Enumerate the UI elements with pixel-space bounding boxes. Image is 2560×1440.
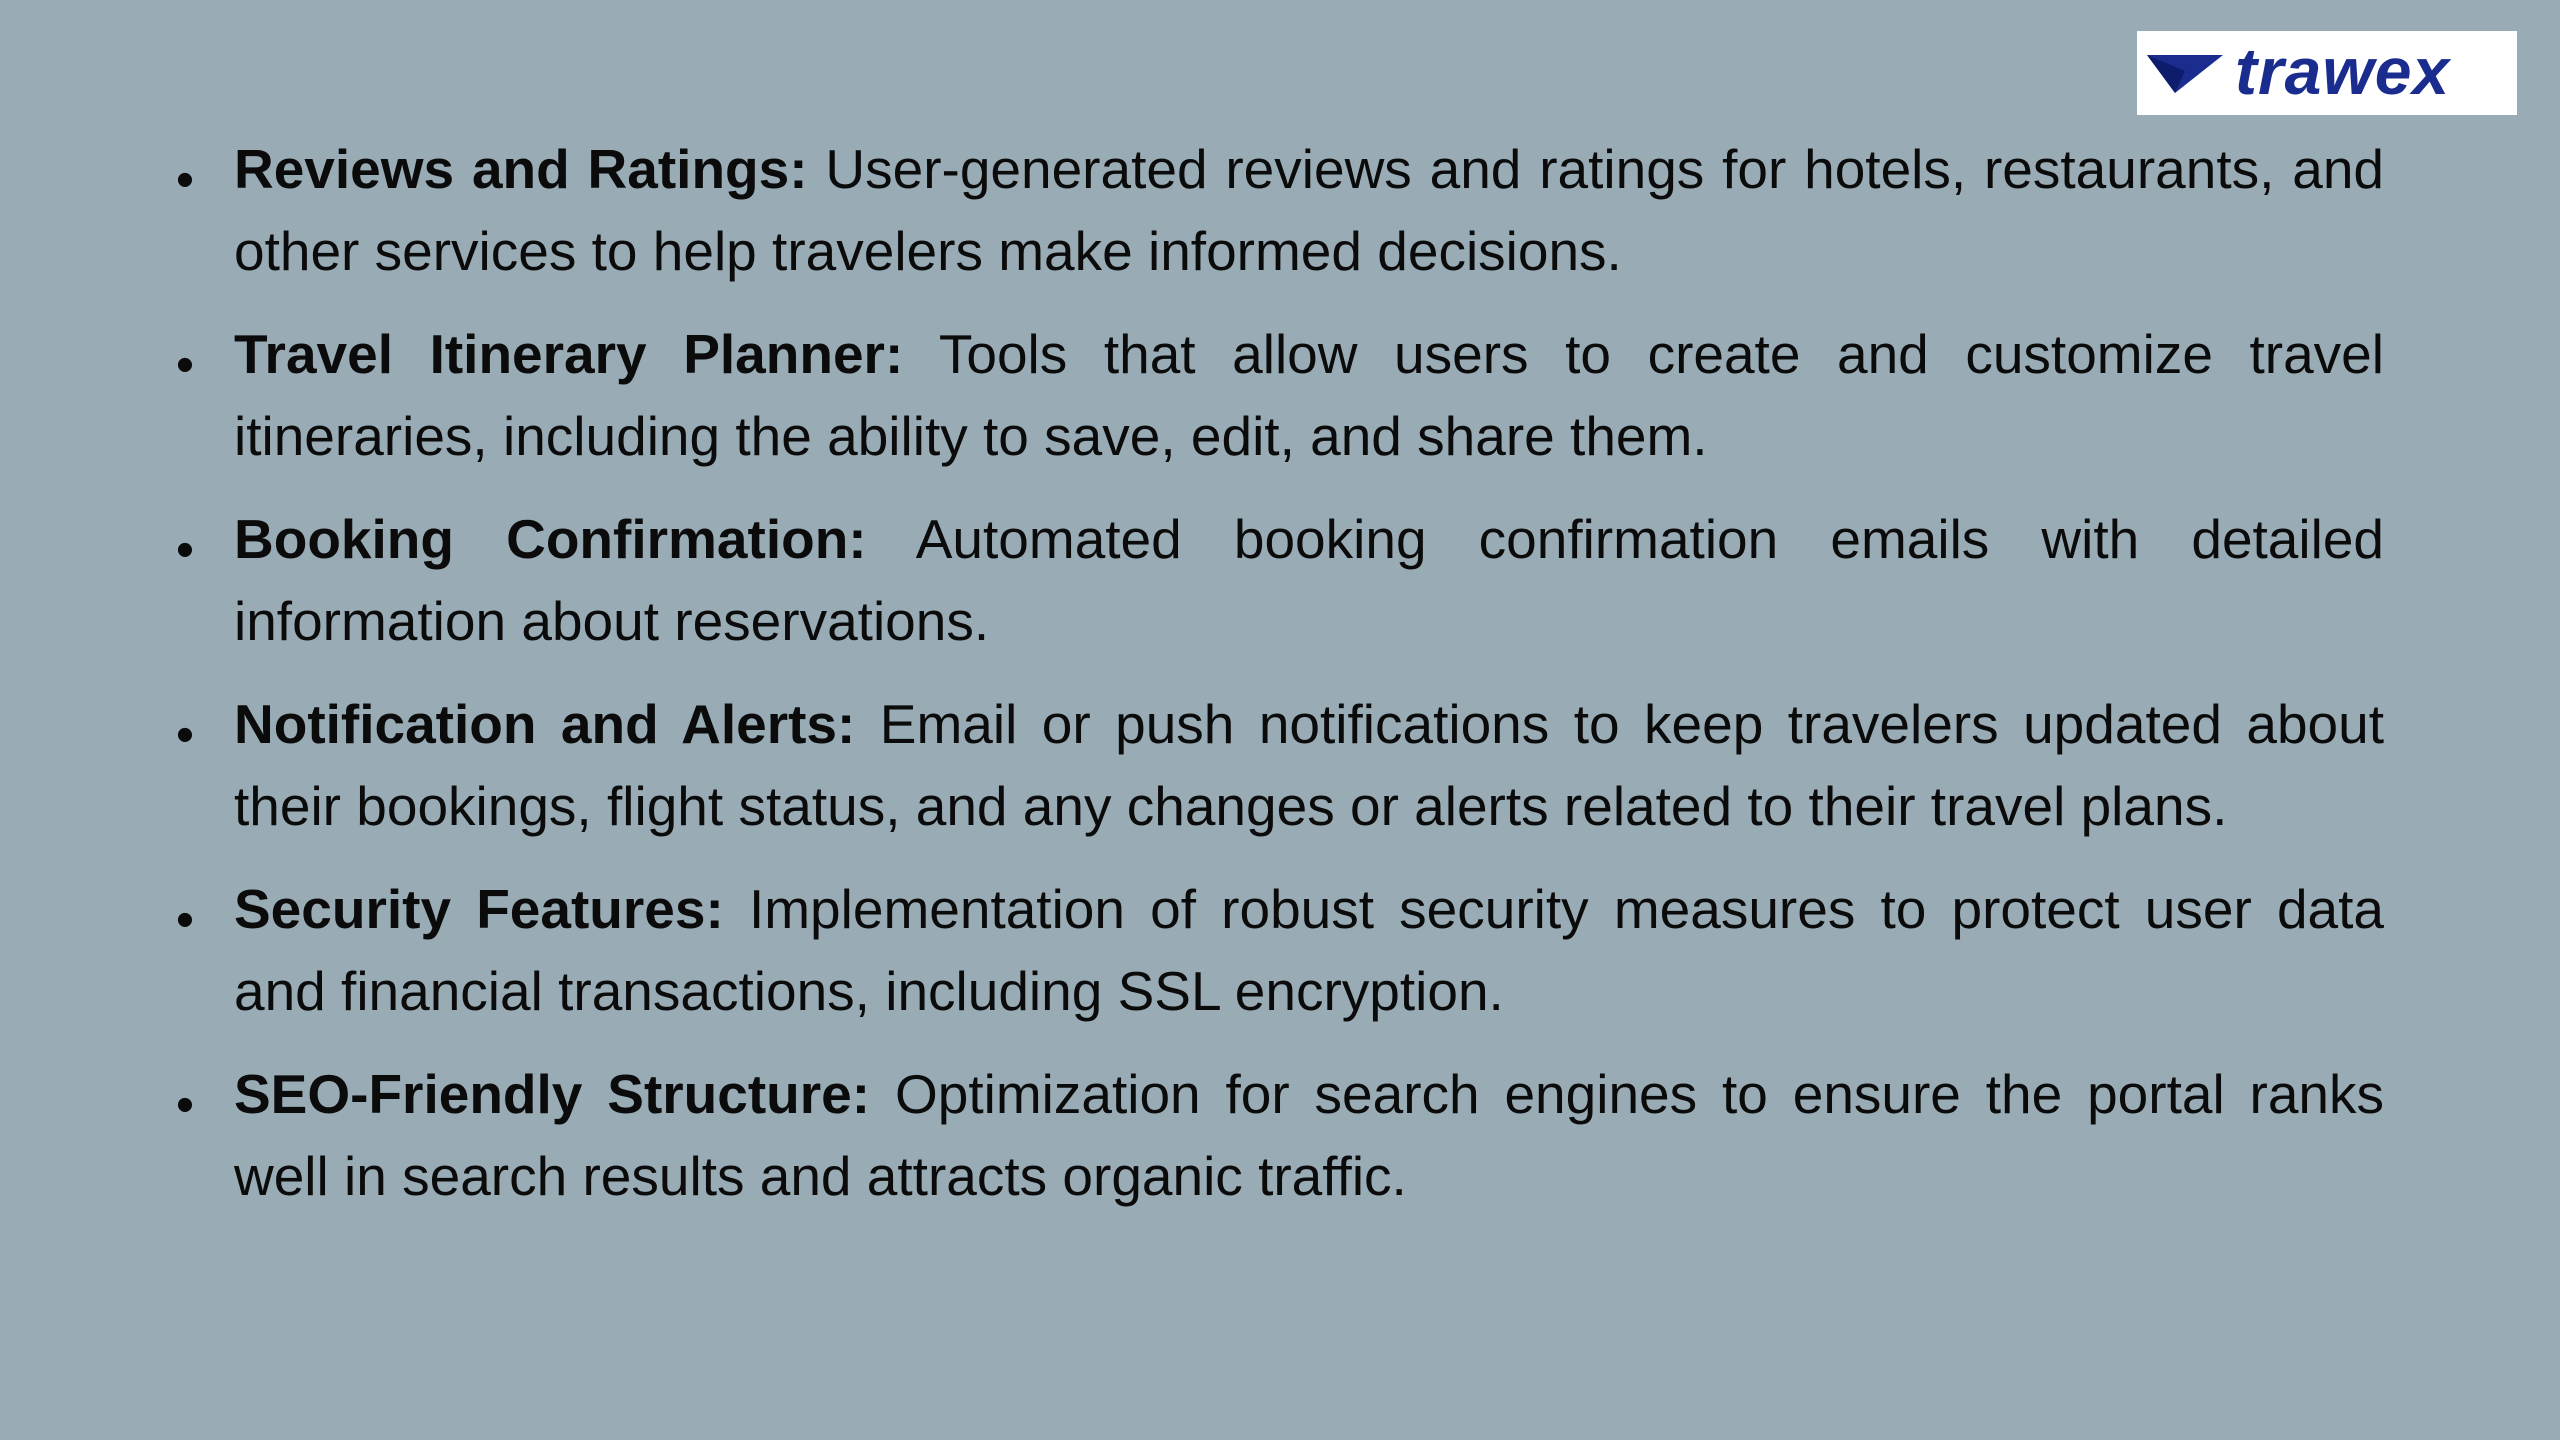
- list-item-text: [234, 868, 2384, 1032]
- list-item: [0, 868, 2560, 1032]
- feature-list: [0, 128, 2560, 1238]
- list-item-description: User-generated reviews and ratings for hotels, restaurants, and other services to help travelers make informed decisions.: [234, 138, 2384, 282]
- list-item-description: Implementation of robust security measures to protect user data and financial transactions, including SSL encryption.: [234, 878, 2384, 1022]
- list-item-text: [234, 498, 2384, 662]
- trawex-logo: [2137, 31, 2517, 115]
- logo-text: trawex: [2235, 34, 2451, 108]
- list-item-title: SEO-Friendly Structure:: [234, 1063, 871, 1125]
- list-item: [0, 683, 2560, 847]
- list-item-text: [234, 1053, 2384, 1217]
- bullet-icon: •: [175, 521, 195, 579]
- list-item-description: Optimization for search engines to ensure the portal ranks well in search results and attracts organic traffic.: [234, 1063, 2385, 1207]
- bullet-icon: •: [175, 151, 195, 209]
- list-item-text: [234, 128, 2384, 292]
- bullet-icon: •: [175, 1076, 195, 1134]
- list-item-title: Travel Itinerary Planner:: [234, 323, 904, 385]
- list-item-text: [234, 683, 2384, 847]
- list-item-description: Automated booking confirmation emails with detailed information about reservations.: [234, 508, 2385, 652]
- bullet-icon: •: [175, 706, 195, 764]
- paper-plane-icon: [2145, 43, 2225, 103]
- bullet-icon: •: [175, 336, 195, 394]
- list-item: [0, 1053, 2560, 1217]
- list-item: [0, 313, 2560, 477]
- list-item-title: Notification and Alerts:: [234, 693, 856, 755]
- list-item-text: [234, 313, 2384, 477]
- list-item-description: Email or push notifications to keep travelers updated about their bookings, flight status, and any changes or alerts related to their travel plans.: [234, 693, 2384, 837]
- list-item-title: Security Features:: [234, 878, 724, 940]
- list-item-description: Tools that allow users to create and customize travel itineraries, including the ability to save, edit, and share them.: [234, 323, 2384, 467]
- bullet-icon: •: [175, 891, 195, 949]
- list-item: [0, 128, 2560, 292]
- list-item: [0, 498, 2560, 662]
- list-item-title: Reviews and Ratings:: [234, 138, 808, 200]
- list-item-title: Booking Confirmation:: [234, 508, 867, 570]
